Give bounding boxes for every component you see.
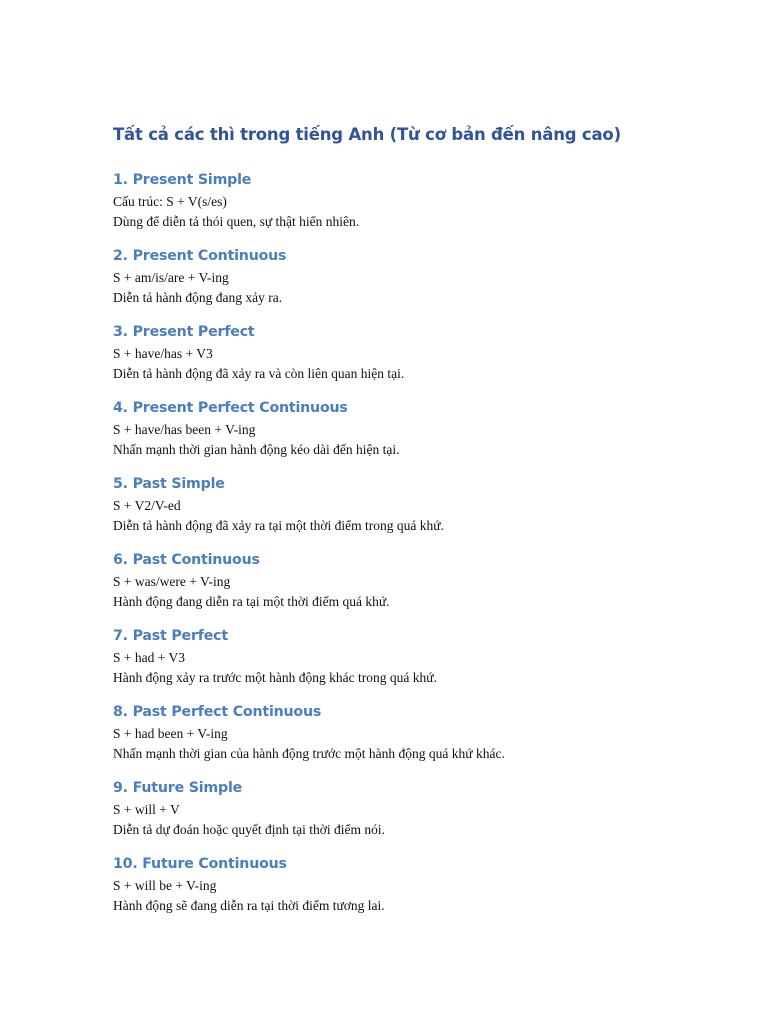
section-present-continuous <box>113 245 713 307</box>
structure-line: S + am/is/are + V-ing <box>113 270 229 285</box>
section-heading: 3. Present Perfect <box>113 324 255 340</box>
section-heading: 9. Future Simple <box>113 780 243 796</box>
usage-line: Nhấn mạnh thời gian hành động kéo dài đến hiện tại. <box>113 441 400 457</box>
structure-line: S + had been + V-ing <box>113 726 228 741</box>
section-heading: 8. Past Perfect Continuous <box>113 704 322 720</box>
section-past-simple <box>113 473 713 535</box>
section-past-perfect-continuous <box>113 701 713 763</box>
usage-line: Hành động sẽ đang diễn ra tại thời điểm tương lai. <box>113 897 385 913</box>
usage-line: Diễn tả hành động đang xảy ra. <box>113 289 283 305</box>
structure-line: S + had + V3 <box>113 650 185 665</box>
section-heading: 6. Past Continuous <box>113 552 260 568</box>
section-present-perfect-continuous <box>113 397 713 459</box>
structure-line: S + was/were + V-ing <box>113 574 231 589</box>
structure-line: Cấu trúc: S + V(s/es) <box>113 194 227 209</box>
usage-line: Diễn tả hành động đã xảy ra và còn liên quan hiện tại. <box>113 365 405 381</box>
section-present-simple <box>113 169 713 231</box>
structure-line: S + V2/V-ed <box>113 498 181 513</box>
section-heading: 1. Present Simple <box>113 172 252 188</box>
section-heading: 10. Future Continuous <box>113 856 287 872</box>
section-past-perfect <box>113 625 713 687</box>
structure-line: S + will be + V-ing <box>113 878 217 893</box>
usage-line: Hành động đang diễn ra tại một thời điểm quá khứ. <box>113 593 390 609</box>
section-past-continuous <box>113 549 713 611</box>
section-heading: 5. Past Simple <box>113 476 225 492</box>
structure-line: S + have/has + V3 <box>113 346 213 361</box>
section-future-simple <box>113 777 713 839</box>
usage-line: Nhấn mạnh thời gian của hành động trước một hành động quá khứ khác. <box>113 745 505 761</box>
usage-line: Hành động xảy ra trước một hành động khác trong quá khứ. <box>113 669 437 685</box>
section-heading: 7. Past Perfect <box>113 628 228 644</box>
section-heading: 4. Present Perfect Continuous <box>113 400 348 416</box>
document-page <box>113 122 713 929</box>
usage-line: Diễn tả dự đoán hoặc quyết định tại thời điểm nói. <box>113 821 386 837</box>
document-title: Tất cả các thì trong tiếng Anh (Từ cơ bản đến nâng cao) <box>113 125 621 144</box>
structure-line: S + have/has been + V-ing <box>113 422 256 437</box>
usage-line: Diễn tả hành động đã xảy ra tại một thời điểm trong quá khứ. <box>113 517 444 533</box>
section-present-perfect <box>113 321 713 383</box>
usage-line: Dùng để diễn tả thói quen, sự thật hiển nhiên. <box>113 213 360 229</box>
section-heading: 2. Present Continuous <box>113 248 287 264</box>
section-future-continuous <box>113 853 713 915</box>
structure-line: S + will + V <box>113 802 180 817</box>
